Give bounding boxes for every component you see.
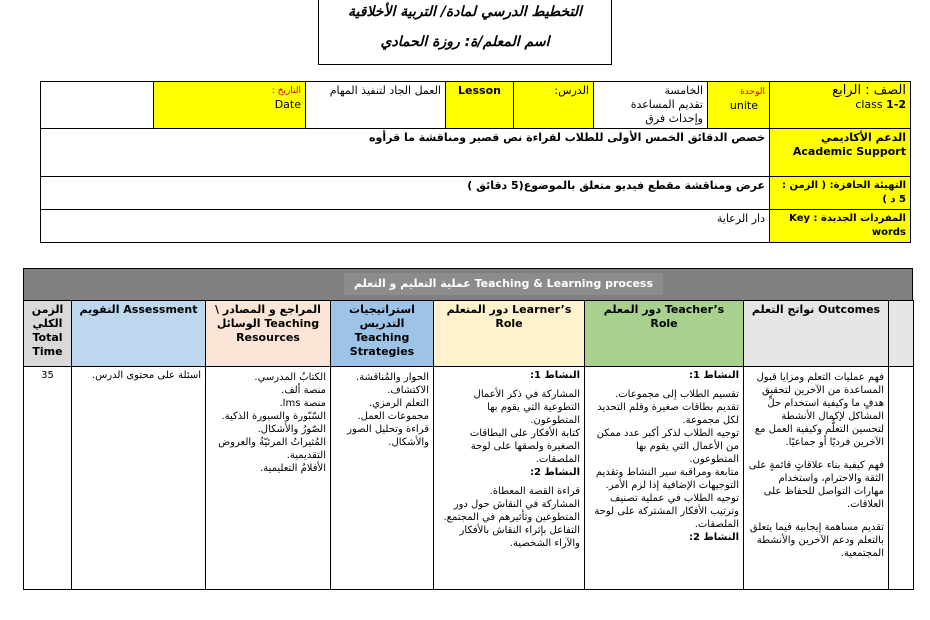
- unit-value-line: وإحداث فرق: [645, 112, 703, 125]
- resource-item: المُثيراتُ المرئيّةُ والعروض التقديمية.: [218, 437, 326, 461]
- lesson-label-ar: الدرس:: [514, 82, 594, 129]
- resource-item: الأفلامُ التعليمية.: [260, 463, 326, 474]
- process-banner: [23, 268, 913, 302]
- header-time: [24, 301, 72, 367]
- learner-activity-2-title: النشاط 2:: [529, 467, 580, 478]
- header-empty: [889, 301, 914, 367]
- strategy-item: قراءة وتحليل الصور والأشكال.: [347, 424, 429, 448]
- class-value: 1-2: [886, 98, 906, 111]
- header-teacher-role: دور المعلم Teacher’s Role: [585, 301, 744, 367]
- teacher-name: اسم المعلم/ة: روزة الحمادي: [380, 34, 550, 50]
- header-resources: [206, 301, 331, 367]
- lesson-value: العمل الجاد لتنفيذ المهام: [306, 82, 446, 129]
- header-resources-ar: المراجع و المصادر \ الوسائل Teaching: [215, 303, 321, 330]
- header-strategies-en: Teaching Strategies: [349, 331, 415, 358]
- unit-label-en: unite: [729, 99, 758, 112]
- date-value-cell: [41, 82, 154, 129]
- header-learner-role: دور المتعلم Learner’s Role: [434, 301, 585, 367]
- class-label: class: [855, 98, 883, 111]
- date-label-en: Date: [274, 98, 301, 111]
- support-label-en: Academic Support: [792, 145, 906, 158]
- strategy-item: الاكتشاف.: [387, 385, 429, 396]
- grade-label: الصف : الرابع: [832, 83, 906, 98]
- teacher-activity-2-title: النشاط 2:: [688, 532, 739, 543]
- total-time: 35: [24, 367, 72, 590]
- process-banner-label: Teaching & Learning process عملية التعليم و التعلم: [344, 273, 663, 295]
- teacher-item: توجيه الطلاب لذكر أكبر عدد ممكن من الأعمال التي يقوم بها المتطوعون.: [596, 428, 739, 465]
- warmup-label: التهيئة الحافزة: ( الزمن : 5 د ): [770, 177, 911, 210]
- teacher-activity-1-title: النشاط 1:: [688, 370, 739, 381]
- learner-item: كتابة الأفكار على البطاقات الصغيرة ولصقها على لوحة الملصقات.: [469, 428, 580, 465]
- outcome-item: فهم كيفية بناء علاقاتٍ قائمةٍ على الثقة والاحترام، واستخدام مهارات التواصل للحفاظ على العلاقات.: [748, 460, 884, 510]
- unit-value-line: الخامسة: [664, 84, 703, 97]
- date-cell: [154, 82, 306, 129]
- resource-item: منصة ألف.: [281, 385, 326, 396]
- header-strategies: [331, 301, 434, 367]
- header-resources-en: Resources: [236, 331, 300, 344]
- strategy-item: الحوار والمُناقشة.: [356, 372, 429, 383]
- header-outcomes: نواتج التعلم Outcomes: [744, 301, 889, 367]
- learner-item: المشاركة في ذكر الأعمال التطوعية التي يقوم بها المتطوعون.: [473, 389, 580, 426]
- support-value: خصص الدقائق الخمس الأولى للطلاب لقراءة نص قصير ومناقشة ما قرأوه: [41, 129, 770, 177]
- header-strategies-ar: استراتيجيات التدريس: [349, 303, 415, 330]
- grade-cell: [770, 82, 911, 129]
- learner-item: التفاعل بإثراء النقاش بالأفكار والآراء الشخصية.: [459, 525, 580, 549]
- keywords-label: المفردات الجديدة : Key words: [770, 210, 911, 243]
- support-label-ar: الدعم الأكاديمي: [821, 131, 906, 144]
- teacher-item: متابعة ومراقبة سير النشاط وتقديم التوجيهات الإضافية إذا لزم الأمر.: [595, 467, 739, 491]
- header-assessment: التقويم Assessment: [72, 301, 206, 367]
- outcome-item: فهم عمليات التعلم ومزايا قبول المساعدة من الآخرين لتحقيق هدفٍ ما وكيفية استخدام حلِّ المشاكل لإكمال الأنشطة لتحسين التعلُّم وكيفية العمل مع الآخرين فرديًا أو جماعيًا.: [754, 372, 884, 448]
- support-label-cell: [770, 129, 911, 177]
- resource-item: السّبّورة والسبورة الذكية.: [221, 411, 326, 422]
- unit-label-cell: [708, 82, 770, 129]
- learner-role: [434, 367, 585, 590]
- assessment-text: اسئلة على محتوى الدرس.: [72, 367, 206, 590]
- document-title: التخطيط الدرسي لمادة/ التربية الأخلاقية: [348, 4, 582, 20]
- outcomes-list: [744, 367, 889, 590]
- unit-value-line: تقديم المساعدة: [630, 98, 703, 111]
- resources-list: [206, 367, 331, 590]
- learner-item: المشاركة في النقاش حول دور المتطوعين وتأثيرهم في المجتمع.: [443, 499, 580, 523]
- date-label-ar: التاريخ :: [271, 86, 301, 96]
- keywords-value: دار الرعاية: [41, 210, 770, 243]
- header-time-en: Total Time: [32, 331, 63, 358]
- page-header: [318, 0, 612, 65]
- learner-activity-1-title: النشاط 1:: [529, 370, 580, 381]
- unit-value: [594, 82, 708, 129]
- outcome-item: تقديم مساهمة إيجابية فيما يتعلق بالتعلم ودعم الآخرين والأنشطة المجتمعية.: [749, 522, 884, 559]
- strategy-item: التعلم الرمزي.: [368, 398, 429, 409]
- body-empty: [889, 367, 914, 590]
- resource-item: منصة lms.: [279, 398, 326, 409]
- resource-item: الكتابُ المدرسي.: [254, 372, 326, 383]
- strategy-item: مجموعات العمل.: [357, 411, 429, 422]
- unit-label-ar: الوحدة: [740, 87, 765, 97]
- teacher-item: تقديم بطاقات صغيرة وقلم التحديد لكل مجموعة.: [597, 402, 739, 426]
- process-table: [23, 300, 914, 590]
- lesson-info-table: [40, 81, 911, 243]
- teacher-item: تقسيم الطلاب إلى مجموعات.: [615, 389, 739, 400]
- strategies-list: [331, 367, 434, 590]
- header-time-ar: الزمن الكلي: [31, 303, 64, 330]
- teacher-item: توجيه الطلاب في عملية تصنيف وترتيب الأفكار المشتركة على لوحة الملصقات.: [594, 493, 739, 530]
- lesson-label-en: Lesson: [446, 82, 514, 129]
- learner-item: قراءة القصة المعطاة.: [489, 486, 580, 497]
- resource-item: الصّورُ والأشكال.: [257, 424, 326, 435]
- warmup-value: عرض ومناقشة مقطع فيديو متعلق بالموضوع(5 دقائق ): [41, 177, 770, 210]
- teacher-role: [585, 367, 744, 590]
